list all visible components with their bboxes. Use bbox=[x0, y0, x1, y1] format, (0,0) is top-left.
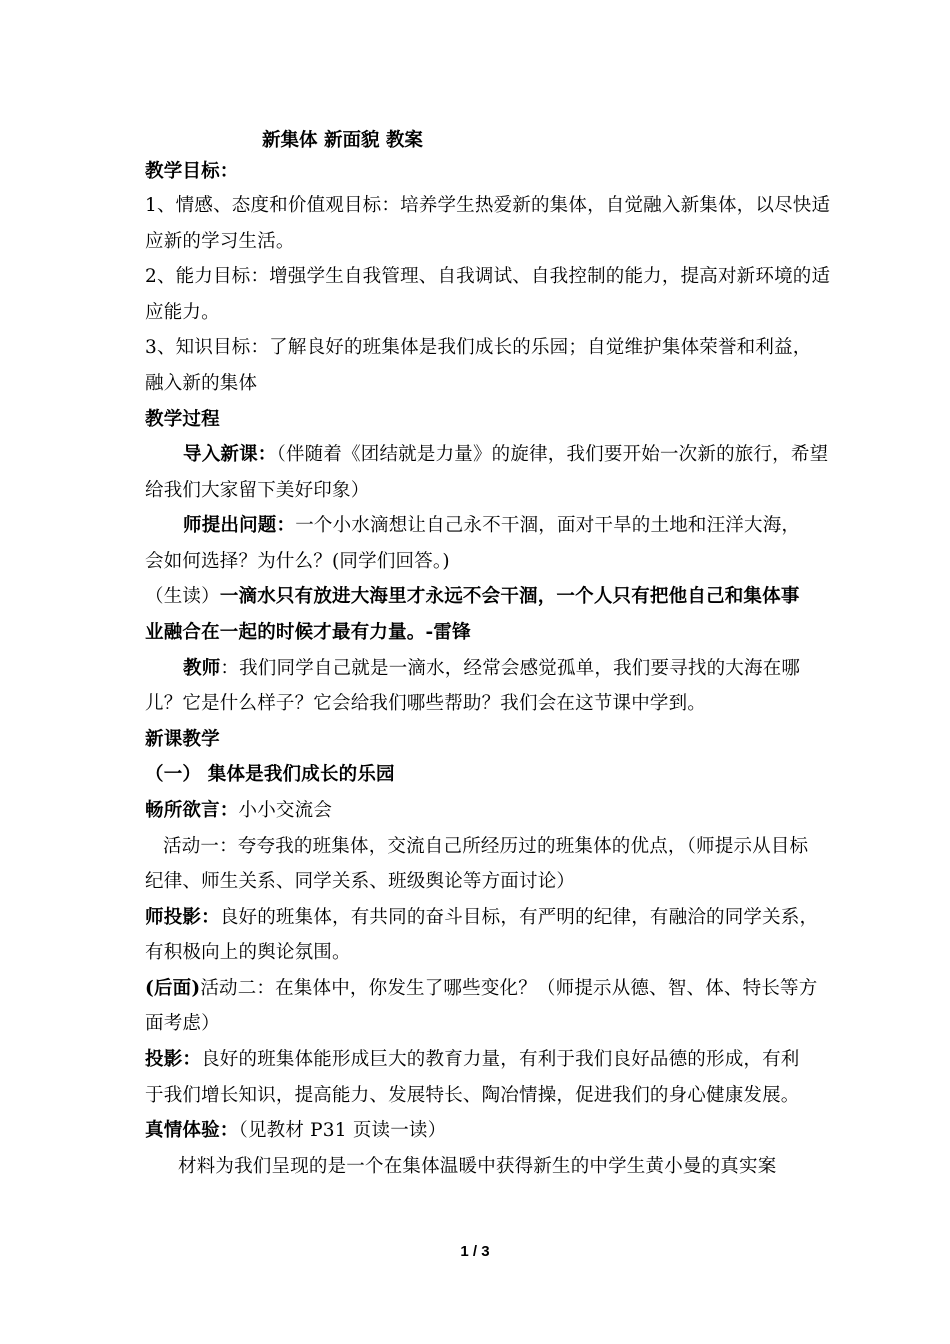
bold-text: 导入新课： bbox=[183, 444, 277, 465]
body-text: 面考虑） bbox=[145, 1013, 220, 1034]
body-text: 良好的班集体，有共同的奋斗目标，有严明的纪律，有融洽的同学关系， bbox=[219, 907, 819, 928]
text-line bbox=[145, 194, 830, 218]
bold-text: 教师 bbox=[183, 658, 221, 679]
text-line bbox=[145, 941, 351, 965]
body-text: 应新的学习生活。 bbox=[145, 231, 295, 252]
text-line bbox=[145, 870, 575, 894]
bold-text: (后面) bbox=[145, 978, 201, 999]
body-text: 有积极向上的舆论氛围。 bbox=[145, 942, 351, 963]
body-text: 儿？它是什么样子？它会给我们哪些帮助？我们会在这节课中学到。 bbox=[145, 693, 707, 714]
body-text: 活动一：夸夸我的班集体，交流自己所经历过的班集体的优点，（师提示从目标 bbox=[163, 836, 809, 857]
text-line bbox=[145, 372, 257, 396]
text-line bbox=[145, 265, 830, 289]
text-line bbox=[183, 443, 828, 467]
body-text: （伴随着《团结就是力量》的旋律，我们要开始一次新的旅行，希望 bbox=[276, 444, 829, 465]
text-line bbox=[145, 408, 220, 432]
text-line bbox=[145, 230, 295, 254]
text-line bbox=[145, 1084, 800, 1108]
body-text: 会如何选择？为什么？(同学们回答。) bbox=[145, 551, 450, 572]
body-text: （生读） bbox=[145, 586, 220, 607]
text-line bbox=[145, 585, 800, 609]
body-text: 给我们大家留下美好印象） bbox=[145, 480, 370, 501]
text-line bbox=[145, 977, 817, 1001]
text-line bbox=[183, 514, 800, 538]
body-text: 3、知识目标：了解良好的班集体是我们成长的乐园；自觉维护集体荣誉和利益， bbox=[145, 337, 812, 358]
body-text: ：我们同学自己就是一滴水，经常会感觉孤单，我们要寻找的大海在哪 bbox=[220, 658, 801, 679]
bold-text: 畅所欲言： bbox=[145, 800, 239, 821]
body-text: 融入新的集体 bbox=[145, 373, 258, 394]
body-text: （见教材 P31 页读一读） bbox=[238, 1120, 447, 1141]
text-line bbox=[145, 1012, 220, 1036]
body-text: 应能力。 bbox=[145, 302, 220, 323]
text-line bbox=[145, 621, 471, 645]
bold-text: 投影： bbox=[145, 1049, 202, 1070]
bold-text: 师提出问题： bbox=[183, 515, 296, 536]
text-line bbox=[145, 160, 239, 184]
text-line bbox=[178, 1155, 776, 1179]
body-text: 纪律、师生关系、同学关系、班级舆论等方面讨论） bbox=[145, 871, 576, 892]
bold-text: 一滴水只有放进大海里才永远不会干涸，一个人只有把他自己和集体事 bbox=[219, 586, 800, 607]
bold-text: （一） 集体是我们成长的乐园 bbox=[145, 764, 395, 785]
text-line bbox=[145, 1119, 446, 1143]
document-title: 新集体 新面貌 教案 bbox=[262, 130, 423, 151]
body-text: 材料为我们呈现的是一个在集体温暖中获得新生的中学生黄小曼的真实案 bbox=[178, 1156, 777, 1177]
text-line bbox=[145, 763, 395, 787]
body-text: 良好的班集体能形成巨大的教育力量，有利于我们良好品德的形成，有利 bbox=[201, 1049, 800, 1070]
text-line bbox=[145, 336, 811, 360]
text-line bbox=[145, 301, 220, 325]
text-line bbox=[145, 1048, 800, 1072]
body-text: 活动二：在集体中，你发生了哪些变化？（师提示从德、智、体、特长等方 bbox=[200, 978, 818, 999]
bold-text: 新课教学 bbox=[145, 729, 220, 750]
body-text: 于我们增长知识，提高能力、发展特长、陶冶情操，促进我们的身心健康发展。 bbox=[145, 1085, 800, 1106]
text-line bbox=[145, 479, 369, 503]
body-text: 小小交流会 bbox=[238, 800, 333, 821]
text-line bbox=[145, 692, 706, 716]
text-line bbox=[145, 550, 450, 574]
bold-text: 教学过程 bbox=[145, 409, 220, 430]
bold-text: 真情体验： bbox=[145, 1120, 239, 1141]
text-line bbox=[145, 728, 220, 752]
text-line bbox=[183, 657, 800, 681]
text-line bbox=[145, 906, 818, 930]
bold-text: 业融合在一起的时候才最有力量。-雷锋 bbox=[145, 622, 471, 643]
text-line bbox=[163, 835, 808, 859]
page-number: 1 / 3 bbox=[460, 1243, 490, 1260]
body-text: 一个小水滴想让自己永不干涸，面对干旱的土地和汪洋大海， bbox=[295, 515, 801, 536]
body-text: 1、情感、态度和价值观目标：培养学生热爱新的集体，自觉融入新集体，以尽快适 bbox=[145, 195, 831, 216]
bold-text: 教学目标： bbox=[145, 161, 239, 182]
text-line bbox=[145, 799, 332, 823]
bold-text: 师投影： bbox=[145, 907, 220, 928]
body-text: 2、能力目标：增强学生自我管理、自我调试、自我控制的能力，提高对新环境的适 bbox=[145, 266, 831, 287]
